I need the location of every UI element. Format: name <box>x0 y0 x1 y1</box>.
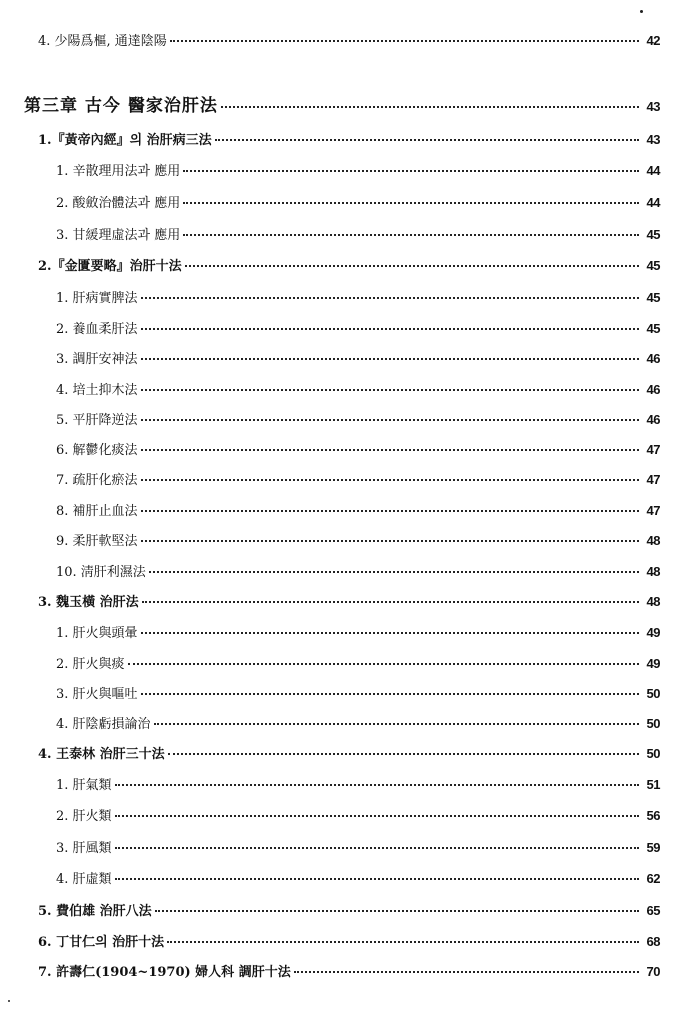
toc-page-number: 68 <box>646 934 660 949</box>
toc-entry-label: 2. 酸斂治體法과 應用 <box>56 196 181 211</box>
toc-section-label: 1.『黃帝內經』의 治肝病三法 <box>38 133 212 148</box>
dot-leader <box>141 419 639 421</box>
dot-leader <box>141 358 639 360</box>
dot-leader <box>294 971 639 973</box>
dot-leader <box>167 941 639 943</box>
toc-entry <box>56 381 660 400</box>
toc-entry <box>56 532 660 551</box>
toc-entry <box>56 162 660 181</box>
dot-leader <box>142 601 639 603</box>
toc-page-number: 46 <box>646 382 660 397</box>
toc-entry-label: 4. 培土抑木法 <box>56 383 138 398</box>
toc-entry-label: 5. 平肝降逆法 <box>56 413 138 428</box>
toc-page-number: 51 <box>646 777 660 792</box>
toc-section <box>38 933 660 952</box>
dot-leader <box>141 540 639 542</box>
toc-page-number: 44 <box>646 163 660 178</box>
toc-entry-label: 4. 肝陰虧損論治 <box>56 717 151 732</box>
toc-page-number: 45 <box>646 290 660 305</box>
toc-chapter-heading <box>24 97 660 116</box>
dot-leader <box>215 139 639 141</box>
toc-page-number: 48 <box>646 564 660 579</box>
dot-leader <box>141 389 639 391</box>
toc-entry <box>56 563 660 582</box>
toc-page-number: 49 <box>646 625 660 640</box>
toc-page-number: 48 <box>646 533 660 548</box>
toc-entry <box>56 411 660 430</box>
toc-entry-label: 1. 肝病實脾法 <box>56 291 138 306</box>
toc-entry-label: 6. 解鬱化痰法 <box>56 443 138 458</box>
dot-leader <box>183 202 639 204</box>
toc-entry <box>56 715 660 734</box>
toc-entry-label: 7. 疏肝化瘀法 <box>56 473 138 488</box>
toc-entry-label: 3. 甘緩理虛法과 應用 <box>56 228 181 243</box>
toc-entry <box>56 350 660 369</box>
dot-leader <box>141 479 639 481</box>
toc-page-number: 45 <box>646 258 660 273</box>
dot-leader <box>183 234 639 236</box>
dot-leader <box>154 723 639 725</box>
toc-page-number: 46 <box>646 351 660 366</box>
dot-leader <box>183 170 639 172</box>
toc-section-label: 5. 費伯雄 治肝八法 <box>38 904 152 919</box>
toc-page-number: 56 <box>646 808 660 823</box>
toc-section <box>38 257 660 276</box>
print-speck <box>640 10 643 13</box>
toc-entry-label: 4. 肝虛類 <box>56 872 112 887</box>
toc-page-number: 48 <box>646 594 660 609</box>
toc-entry-label: 8. 補肝止血法 <box>56 504 138 519</box>
toc-entry-label: 2. 養血柔肝法 <box>56 322 138 337</box>
print-speck <box>8 1000 10 1002</box>
toc-page-number: 46 <box>646 412 660 427</box>
toc-page-number: 42 <box>646 33 660 48</box>
toc-entry <box>56 807 660 826</box>
dot-leader <box>170 40 639 42</box>
toc-entry-label: 1. 肝火與頭暈 <box>56 626 138 641</box>
dot-leader <box>155 910 639 912</box>
toc-entry <box>56 289 660 308</box>
toc-entry-label: 2. 肝火與痰 <box>56 657 125 672</box>
dot-leader <box>115 847 639 849</box>
toc-page-number: 65 <box>646 903 660 918</box>
chapter-title: 第三章 古今 醫家治肝法 <box>24 96 218 116</box>
toc-page-number: 43 <box>646 99 660 114</box>
toc-entry-label: 3. 調肝安神法 <box>56 352 138 367</box>
toc-section-label: 3. 魏玉橫 治肝法 <box>38 595 139 610</box>
dot-leader <box>128 663 639 665</box>
toc-page-number: 47 <box>646 442 660 457</box>
toc-entry-label: 1. 辛散理用法과 應用 <box>56 164 181 179</box>
dot-leader <box>141 449 639 451</box>
toc-section-label: 4. 王泰林 治肝三十法 <box>38 747 165 762</box>
toc-page-number: 44 <box>646 195 660 210</box>
toc-entry-label: 4. 少陽爲樞, 通達陰陽 <box>38 34 167 49</box>
dot-leader <box>185 265 639 267</box>
toc-entry <box>56 839 660 858</box>
toc-section <box>38 593 660 612</box>
toc-entry <box>56 471 660 490</box>
dot-leader <box>115 878 639 880</box>
toc-entry-label: 2. 肝火類 <box>56 809 112 824</box>
toc-page-number: 50 <box>646 686 660 701</box>
toc-page-number: 45 <box>646 227 660 242</box>
dot-leader <box>168 753 639 755</box>
toc-entry <box>56 685 660 704</box>
toc-page-number: 47 <box>646 503 660 518</box>
toc-page-number: 49 <box>646 656 660 671</box>
toc-entry <box>56 502 660 521</box>
toc-entry <box>56 655 660 674</box>
toc-page-number: 50 <box>646 716 660 731</box>
toc-page-number: 45 <box>646 321 660 336</box>
toc-section-label: 7. 許壽仁(1904~1970) 婦人科 調肝十法 <box>38 965 291 980</box>
toc-entry-label: 3. 肝火與嘔吐 <box>56 687 138 702</box>
toc-entry <box>56 226 660 245</box>
toc-page-number: 50 <box>646 746 660 761</box>
toc-section-label: 6. 丁甘仁의 治肝十法 <box>38 935 165 950</box>
toc-section-label: 2.『金匱要略』治肝十法 <box>38 259 182 274</box>
dot-leader <box>141 297 639 299</box>
toc-entry <box>38 32 660 51</box>
dot-leader <box>115 784 639 786</box>
dot-leader <box>141 510 639 512</box>
dot-leader <box>115 815 639 817</box>
toc-entry-label: 3. 肝風類 <box>56 841 112 856</box>
toc-page-number: 43 <box>646 132 660 147</box>
dot-leader <box>149 571 639 573</box>
toc-entry <box>56 870 660 889</box>
dot-leader <box>141 328 639 330</box>
toc-page-number: 59 <box>646 840 660 855</box>
toc-section <box>38 745 660 764</box>
toc-entry <box>56 320 660 339</box>
toc-entry-label: 1. 肝氣類 <box>56 778 112 793</box>
toc-page-number: 70 <box>646 964 660 979</box>
toc-page-number: 47 <box>646 472 660 487</box>
toc-page-number: 62 <box>646 871 660 886</box>
toc-entry <box>56 194 660 213</box>
toc-entry-label: 9. 柔肝軟堅法 <box>56 534 138 549</box>
toc-entry-label: 10. 淸肝利濕法 <box>56 565 146 580</box>
toc-entry <box>56 624 660 643</box>
toc-section <box>38 963 660 982</box>
toc-section <box>38 902 660 921</box>
dot-leader <box>141 632 639 634</box>
dot-leader <box>141 693 639 695</box>
toc-section <box>38 131 660 150</box>
dot-leader <box>221 106 639 108</box>
toc-entry <box>56 441 660 460</box>
toc-entry <box>56 776 660 795</box>
